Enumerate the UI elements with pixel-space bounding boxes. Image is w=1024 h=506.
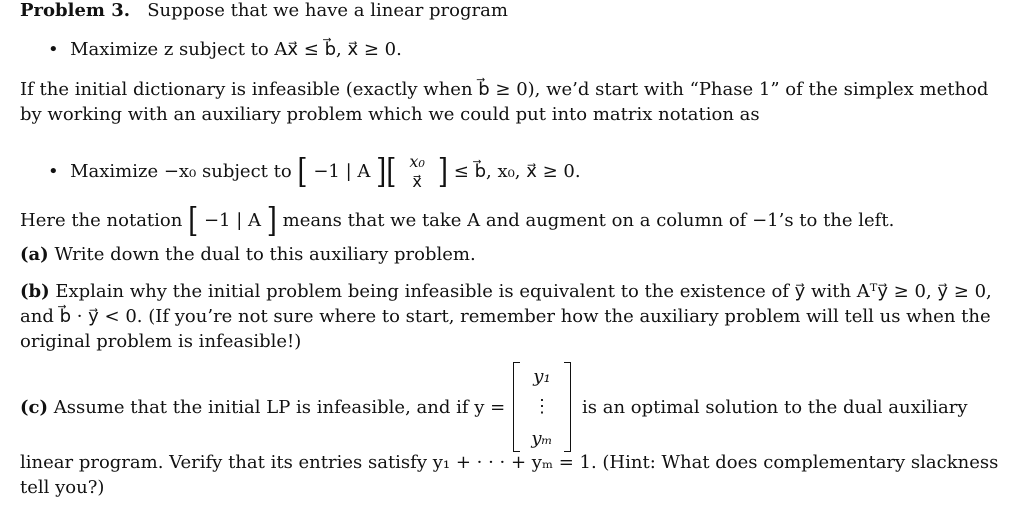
part-a-label: (a) xyxy=(20,244,49,265)
bullet-2-constraint: ≤ b⃗, x₀, x⃗ ≥ 0. xyxy=(453,161,581,182)
vector-x: x⃗ xyxy=(412,172,422,191)
y-vector-matrix xyxy=(513,362,571,452)
bullet-2-text: Maximize −x₀ subject to xyxy=(70,161,292,182)
part-a xyxy=(20,244,476,265)
notation-text-a: Here the notation xyxy=(20,210,183,231)
part-b-line-1 xyxy=(20,281,992,302)
part-b-text: Explain why the initial problem being infeasible is equivalent to the existence of y⃗ with Aᵀy⃗ ≥ 0, y⃗ ≥ 0, xyxy=(55,281,992,302)
notation-matrix: −1 | A xyxy=(203,210,262,231)
problem-header xyxy=(20,0,508,21)
notation-line: Here the notation [ −1 | A ] means that we take A and augment on a column of −1’s to the left. xyxy=(20,201,895,241)
ym-entry: yₘ xyxy=(531,428,553,449)
part-a-text: Write down the dual to this auxiliary problem. xyxy=(54,244,476,265)
notation-text-b: means that we take A and augment on a column of −1’s to the left. xyxy=(282,210,895,231)
part-c-text: Assume that the initial LP is infeasible, and if y = xyxy=(53,397,506,418)
bullet-1-text: Maximize z subject to Ax⃗ ≤ b⃗, x⃗ ≥ 0. xyxy=(70,39,402,60)
y1-entry: y₁ xyxy=(533,366,551,387)
vertical-dots: ⋮ xyxy=(533,396,551,417)
vector-x0: x₀ xyxy=(409,152,425,171)
problem-title: Problem 3. xyxy=(20,0,131,21)
part-c-line-2: linear program. Verify that its entries satisfy y₁ + · · · + yₘ = 1. (Hint: What does complementary slackness xyxy=(20,452,999,473)
bullet-1: • Maximize z subject to Ax⃗ ≤ b⃗, x⃗ ≥ 0. xyxy=(48,39,402,60)
part-b-line-2: and b⃗ · y⃗ < 0. (If you’re not sure where to start, remember how the auxiliary problem will tell us when the xyxy=(20,306,991,327)
intro-text: Suppose that we have a linear program xyxy=(147,0,508,21)
part-c-label: (c) xyxy=(20,397,48,418)
part-c-line-3: tell you?) xyxy=(20,477,105,498)
part-b-label: (b) xyxy=(20,281,50,302)
para-1-line-1: If the initial dictionary is infeasible (exactly when b⃗ ≥ 0), we’d start with “Phase 1” of the simplex method xyxy=(20,79,989,100)
part-c-line-1 xyxy=(20,397,505,418)
augmented-matrix: −1 | A xyxy=(313,161,371,182)
para-1-line-2: by working with an auxiliary problem which we could put into matrix notation as xyxy=(20,104,760,125)
bullet-2: • Maximize −x₀ subject to [ −1 | A ][ x₀ x⃗ ] ≤ b⃗, x₀, x⃗ ≥ 0. xyxy=(48,152,581,192)
part-b-line-3: original problem is infeasible!) xyxy=(20,331,302,352)
part-c-after: is an optimal solution to the dual auxiliary xyxy=(582,397,968,418)
